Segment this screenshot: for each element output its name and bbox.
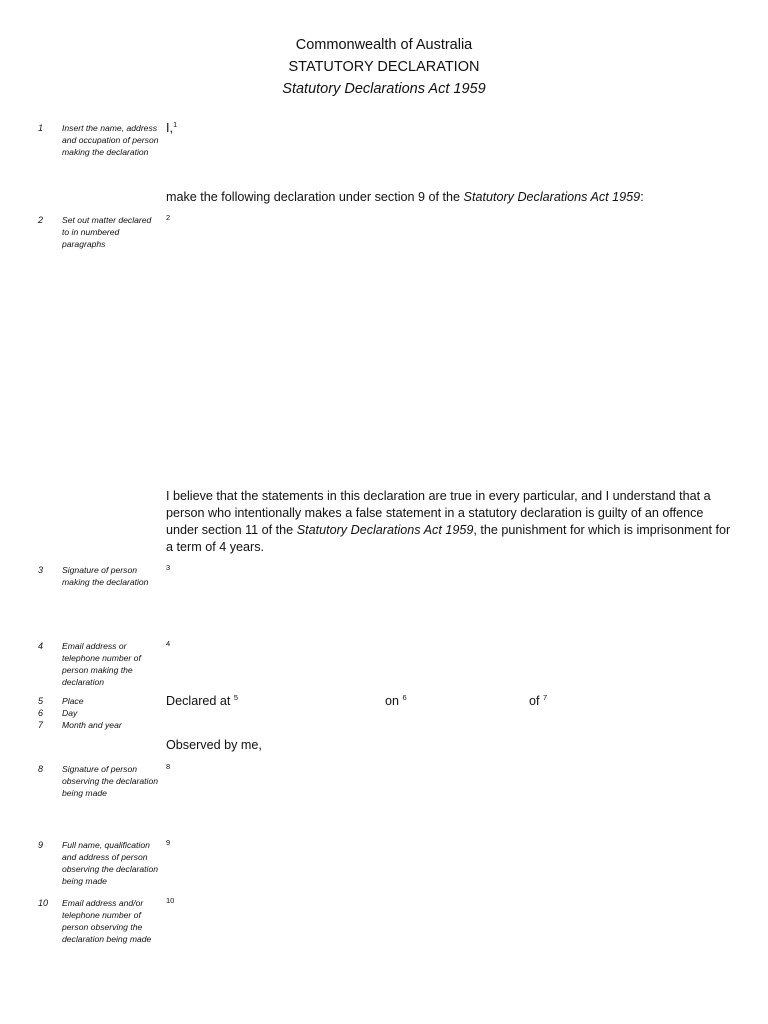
of-label: of — [529, 694, 540, 708]
belief-post: , the punishment for which is imprisonment for a term of 4 years. — [166, 523, 731, 554]
field-marker-10: 10 — [166, 896, 175, 905]
field-marker-7: 7 — [543, 692, 548, 702]
on-label: on — [385, 694, 400, 708]
of-segment — [529, 694, 547, 708]
field-marker-4: 4 — [166, 639, 171, 648]
name-line-label: I, — [166, 121, 173, 135]
note-6: Day — [62, 708, 78, 718]
field-marker-9: 9 — [166, 838, 171, 847]
on-segment — [385, 694, 407, 708]
field-marker-1: 1 — [173, 119, 178, 129]
field-marker-6: 6 — [402, 692, 407, 702]
item-number-9: 9 — [38, 840, 44, 850]
item-number-8: 8 — [38, 764, 44, 774]
header-title: STATUTORY DECLARATION — [288, 59, 480, 75]
field-marker-2: 2 — [166, 213, 171, 222]
field-marker-8: 8 — [166, 762, 171, 771]
document-header — [0, 34, 768, 100]
item-number-1: 1 — [38, 123, 44, 133]
item-number-5: 5 — [38, 696, 44, 706]
declaration-intro-act: Statutory Declarations Act 1959 — [463, 190, 641, 204]
note-1: Insert the name, address and occupation of person making the declaration — [62, 123, 159, 157]
declaration-intro-pre: make the following declaration under section 9 of the — [166, 190, 464, 204]
note-10: Email address and/or telephone number of person observing the declaration being made — [62, 898, 152, 944]
note-7: Month and year — [62, 720, 122, 730]
field-marker-3: 3 — [166, 563, 171, 572]
note-9: Full name, qualification and address of person observing the declaration being made — [62, 840, 159, 886]
belief-act: Statutory Declarations Act 1959 — [296, 523, 474, 537]
item-number-2: 2 — [38, 215, 44, 225]
declared-line — [166, 694, 736, 714]
field-marker-5: 5 — [233, 692, 239, 702]
item-number-7: 7 — [38, 720, 44, 730]
declaration-intro-post: : — [640, 190, 644, 204]
item-number-3: 3 — [38, 565, 44, 575]
item-number-4: 4 — [38, 641, 44, 651]
note-4: Email address or telephone number of person making the declaration — [62, 641, 141, 687]
note-3: Signature of person making the declaration — [62, 565, 149, 587]
note-5: Place — [62, 696, 84, 706]
name-line — [166, 120, 736, 137]
belief-statement — [166, 488, 736, 556]
declared-at-label: Declared at — [166, 694, 231, 708]
observed-by-me: Observed by me, — [166, 738, 262, 752]
item-number-6: 6 — [38, 708, 44, 718]
declared-at-segment — [166, 694, 238, 708]
declaration-intro — [166, 189, 736, 206]
item-number-10: 10 — [38, 898, 49, 908]
header-act: Statutory Declarations Act 1959 — [282, 81, 486, 97]
note-8: Signature of person observing the declaration being made — [62, 764, 159, 798]
note-2: Set out matter declared to in numbered paragraphs — [62, 215, 152, 249]
belief-pre: I believe that the statements in this declaration are true in every particular, and I understand that a person who intentionally makes a false statement in a statutory declaration is guilty of an offence under section 11 of the — [166, 489, 711, 537]
header-commonwealth: Commonwealth of Australia — [295, 37, 473, 53]
